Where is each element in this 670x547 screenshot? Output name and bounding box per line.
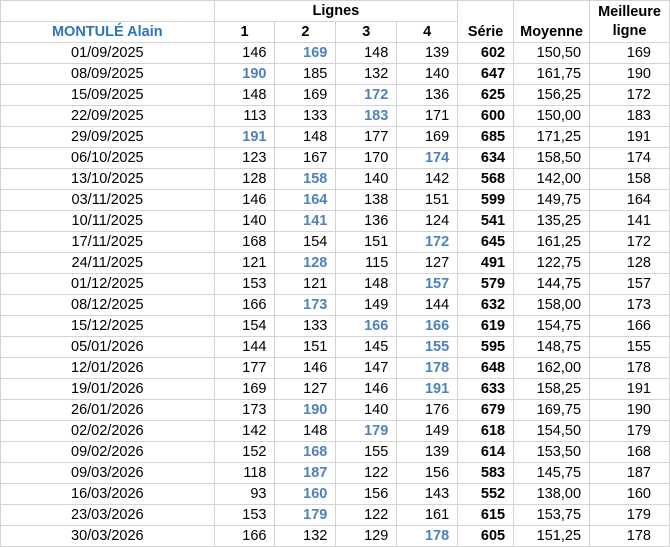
line-1-score: 153 [214,274,275,295]
table-row [1,85,670,106]
best-line-cell: 178 [590,358,670,379]
line-4-score: 149 [397,421,458,442]
line-1-score: 128 [214,169,275,190]
best-line-cell: 179 [590,505,670,526]
line-2-score: 169 [275,43,336,64]
best-line-cell: 128 [590,253,670,274]
serie-cell: 579 [458,274,514,295]
line-1-score: 113 [214,106,275,127]
line-1-score: 142 [214,421,275,442]
header-row-1 [1,1,670,22]
best-line-cell: 158 [590,169,670,190]
line-3-score: 140 [336,169,397,190]
serie-cell: 614 [458,442,514,463]
line-1-score: 166 [214,526,275,547]
line-1-score: 154 [214,316,275,337]
serie-cell: 679 [458,400,514,421]
line-1-score: 123 [214,148,275,169]
line-2-score: 121 [275,274,336,295]
table-row [1,64,670,85]
serie-cell: 599 [458,190,514,211]
moyenne-cell: 158,50 [514,148,590,169]
ligne-label: ligne [612,22,647,39]
table-row [1,400,670,421]
line-4-score: 139 [397,442,458,463]
serie-cell: 583 [458,463,514,484]
date-cell: 23/03/2026 [1,505,215,526]
table-row [1,253,670,274]
table-row [1,442,670,463]
line-4-score: 136 [397,85,458,106]
date-cell: 09/02/2026 [1,442,215,463]
table-row [1,211,670,232]
table-row [1,295,670,316]
best-line-cell: 164 [590,190,670,211]
best-line-cell: 141 [590,211,670,232]
moyenne-cell: 144,75 [514,274,590,295]
serie-cell: 605 [458,526,514,547]
line-4-score: 143 [397,484,458,505]
table-row [1,358,670,379]
serie-cell: 619 [458,316,514,337]
moyenne-cell: 135,25 [514,211,590,232]
line-4-score: 144 [397,295,458,316]
table-row [1,463,670,484]
table-row [1,106,670,127]
table-row [1,43,670,64]
line-4-header: 4 [397,22,458,43]
table-row [1,274,670,295]
table-row [1,148,670,169]
best-line-cell: 190 [590,64,670,85]
table-row [1,169,670,190]
line-3-score: 166 [336,316,397,337]
moyenne-cell: 148,75 [514,337,590,358]
best-line-cell: 191 [590,379,670,400]
date-cell: 16/03/2026 [1,484,215,505]
best-line-cell: 172 [590,85,670,106]
date-cell: 02/02/2026 [1,421,215,442]
date-cell: 09/03/2026 [1,463,215,484]
moyenne-cell: 161,25 [514,232,590,253]
line-4-score: 172 [397,232,458,253]
corner-cell [1,1,215,22]
serie-cell: 602 [458,43,514,64]
serie-cell: 685 [458,127,514,148]
line-2-score: 185 [275,64,336,85]
line-3-score: 129 [336,526,397,547]
line-3-score: 145 [336,337,397,358]
line-3-header: 3 [336,22,397,43]
line-2-score: 154 [275,232,336,253]
line-3-score: 148 [336,274,397,295]
line-4-score: 169 [397,127,458,148]
line-1-score: 148 [214,85,275,106]
serie-cell: 491 [458,253,514,274]
line-1-score: 140 [214,211,275,232]
line-2-score: 148 [275,127,336,148]
moyenne-cell: 169,75 [514,400,590,421]
line-1-score: 168 [214,232,275,253]
moyenne-cell: 154,50 [514,421,590,442]
line-4-score: 124 [397,211,458,232]
line-4-score: 166 [397,316,458,337]
table-row [1,190,670,211]
date-cell: 22/09/2025 [1,106,215,127]
table-row [1,379,670,400]
line-4-score: 174 [397,148,458,169]
table-row [1,421,670,442]
line-2-score: 173 [275,295,336,316]
line-2-score: 127 [275,379,336,400]
line-1-score: 190 [214,64,275,85]
best-line-cell: 173 [590,295,670,316]
moyenne-cell: 150,00 [514,106,590,127]
line-1-score: 177 [214,358,275,379]
line-2-score: 187 [275,463,336,484]
line-2-score: 164 [275,190,336,211]
line-3-score: 177 [336,127,397,148]
line-3-score: 172 [336,85,397,106]
table-row [1,127,670,148]
line-4-score: 157 [397,274,458,295]
date-cell: 17/11/2025 [1,232,215,253]
best-line-cell: 157 [590,274,670,295]
line-2-score: 132 [275,526,336,547]
line-1-score: 152 [214,442,275,463]
date-cell: 13/10/2025 [1,169,215,190]
line-4-score: 178 [397,358,458,379]
date-cell: 15/12/2025 [1,316,215,337]
line-4-score: 140 [397,64,458,85]
line-1-score: 118 [214,463,275,484]
line-2-score: 128 [275,253,336,274]
moyenne-cell: 171,25 [514,127,590,148]
date-cell: 10/11/2025 [1,211,215,232]
best-line-cell: 190 [590,400,670,421]
line-2-score: 158 [275,169,336,190]
line-2-score: 168 [275,442,336,463]
line-3-score: 148 [336,43,397,64]
best-line-cell: 166 [590,316,670,337]
line-4-score: 161 [397,505,458,526]
line-2-score: 169 [275,85,336,106]
line-2-score: 179 [275,505,336,526]
date-cell: 08/09/2025 [1,64,215,85]
line-2-score: 167 [275,148,336,169]
moyenne-cell: 138,00 [514,484,590,505]
moyenne-cell: 162,00 [514,358,590,379]
meilleure-ligne-header [590,1,670,43]
line-1-score: 93 [214,484,275,505]
line-2-score: 190 [275,400,336,421]
serie-cell: 600 [458,106,514,127]
line-4-score: 151 [397,190,458,211]
line-1-score: 169 [214,379,275,400]
moyenne-cell: 145,75 [514,463,590,484]
moyenne-cell: 153,75 [514,505,590,526]
date-cell: 12/01/2026 [1,358,215,379]
line-3-score: 132 [336,64,397,85]
table-row [1,232,670,253]
line-3-score: 140 [336,400,397,421]
best-line-cell: 183 [590,106,670,127]
line-2-score: 160 [275,484,336,505]
serie-cell: 632 [458,295,514,316]
best-line-cell: 169 [590,43,670,64]
line-4-score: 155 [397,337,458,358]
line-4-score: 171 [397,106,458,127]
line-1-score: 146 [214,43,275,64]
best-line-cell: 179 [590,421,670,442]
table-row [1,316,670,337]
serie-cell: 647 [458,64,514,85]
moyenne-cell: 156,25 [514,85,590,106]
line-4-score: 178 [397,526,458,547]
serie-cell: 618 [458,421,514,442]
serie-cell: 615 [458,505,514,526]
table-row [1,526,670,547]
best-line-cell: 178 [590,526,670,547]
best-line-cell: 172 [590,232,670,253]
date-cell: 06/10/2025 [1,148,215,169]
serie-cell: 634 [458,148,514,169]
line-1-score: 166 [214,295,275,316]
date-cell: 26/01/2026 [1,400,215,421]
table-row [1,337,670,358]
line-4-score: 176 [397,400,458,421]
moyenne-header: Moyenne [514,1,590,43]
date-cell: 08/12/2025 [1,295,215,316]
line-3-score: 138 [336,190,397,211]
moyenne-cell: 122,75 [514,253,590,274]
best-line-cell: 191 [590,127,670,148]
line-4-score: 127 [397,253,458,274]
moyenne-cell: 142,00 [514,169,590,190]
serie-header: Série [458,1,514,43]
line-2-score: 133 [275,316,336,337]
line-3-score: 151 [336,232,397,253]
serie-cell: 625 [458,85,514,106]
moyenne-cell: 154,75 [514,316,590,337]
line-3-score: 170 [336,148,397,169]
line-2-score: 133 [275,106,336,127]
date-cell: 05/01/2026 [1,337,215,358]
date-cell: 30/03/2026 [1,526,215,547]
table-row [1,484,670,505]
line-3-score: 155 [336,442,397,463]
lignes-header: Lignes [214,1,458,22]
serie-cell: 648 [458,358,514,379]
line-1-header: 1 [214,22,275,43]
date-cell: 01/12/2025 [1,274,215,295]
line-4-score: 156 [397,463,458,484]
line-1-score: 153 [214,505,275,526]
date-cell: 01/09/2025 [1,43,215,64]
line-1-score: 191 [214,127,275,148]
line-1-score: 121 [214,253,275,274]
serie-cell: 595 [458,337,514,358]
line-2-score: 148 [275,421,336,442]
moyenne-cell: 151,25 [514,526,590,547]
line-3-score: 179 [336,421,397,442]
moyenne-cell: 158,00 [514,295,590,316]
line-2-header: 2 [275,22,336,43]
moyenne-cell: 149,75 [514,190,590,211]
best-line-cell: 174 [590,148,670,169]
line-3-score: 147 [336,358,397,379]
best-line-cell: 160 [590,484,670,505]
date-cell: 15/09/2025 [1,85,215,106]
line-1-score: 146 [214,190,275,211]
line-3-score: 156 [336,484,397,505]
serie-cell: 568 [458,169,514,190]
line-3-score: 115 [336,253,397,274]
line-4-score: 139 [397,43,458,64]
line-2-score: 141 [275,211,336,232]
line-3-score: 146 [336,379,397,400]
best-line-cell: 155 [590,337,670,358]
best-line-cell: 187 [590,463,670,484]
date-cell: 24/11/2025 [1,253,215,274]
serie-cell: 633 [458,379,514,400]
serie-cell: 552 [458,484,514,505]
table-row [1,505,670,526]
line-4-score: 142 [397,169,458,190]
line-3-score: 122 [336,505,397,526]
serie-cell: 645 [458,232,514,253]
meilleure-label: Meilleure [598,3,661,20]
moyenne-cell: 158,25 [514,379,590,400]
line-3-score: 122 [336,463,397,484]
line-2-score: 146 [275,358,336,379]
line-3-score: 183 [336,106,397,127]
best-line-cell: 168 [590,442,670,463]
line-3-score: 149 [336,295,397,316]
moyenne-cell: 150,50 [514,43,590,64]
line-4-score: 191 [397,379,458,400]
serie-cell: 541 [458,211,514,232]
player-name: MONTULÉ Alain [1,22,215,43]
date-cell: 19/01/2026 [1,379,215,400]
date-cell: 03/11/2025 [1,190,215,211]
date-cell: 29/09/2025 [1,127,215,148]
line-1-score: 144 [214,337,275,358]
moyenne-cell: 153,50 [514,442,590,463]
line-1-score: 173 [214,400,275,421]
line-2-score: 151 [275,337,336,358]
moyenne-cell: 161,75 [514,64,590,85]
line-3-score: 136 [336,211,397,232]
